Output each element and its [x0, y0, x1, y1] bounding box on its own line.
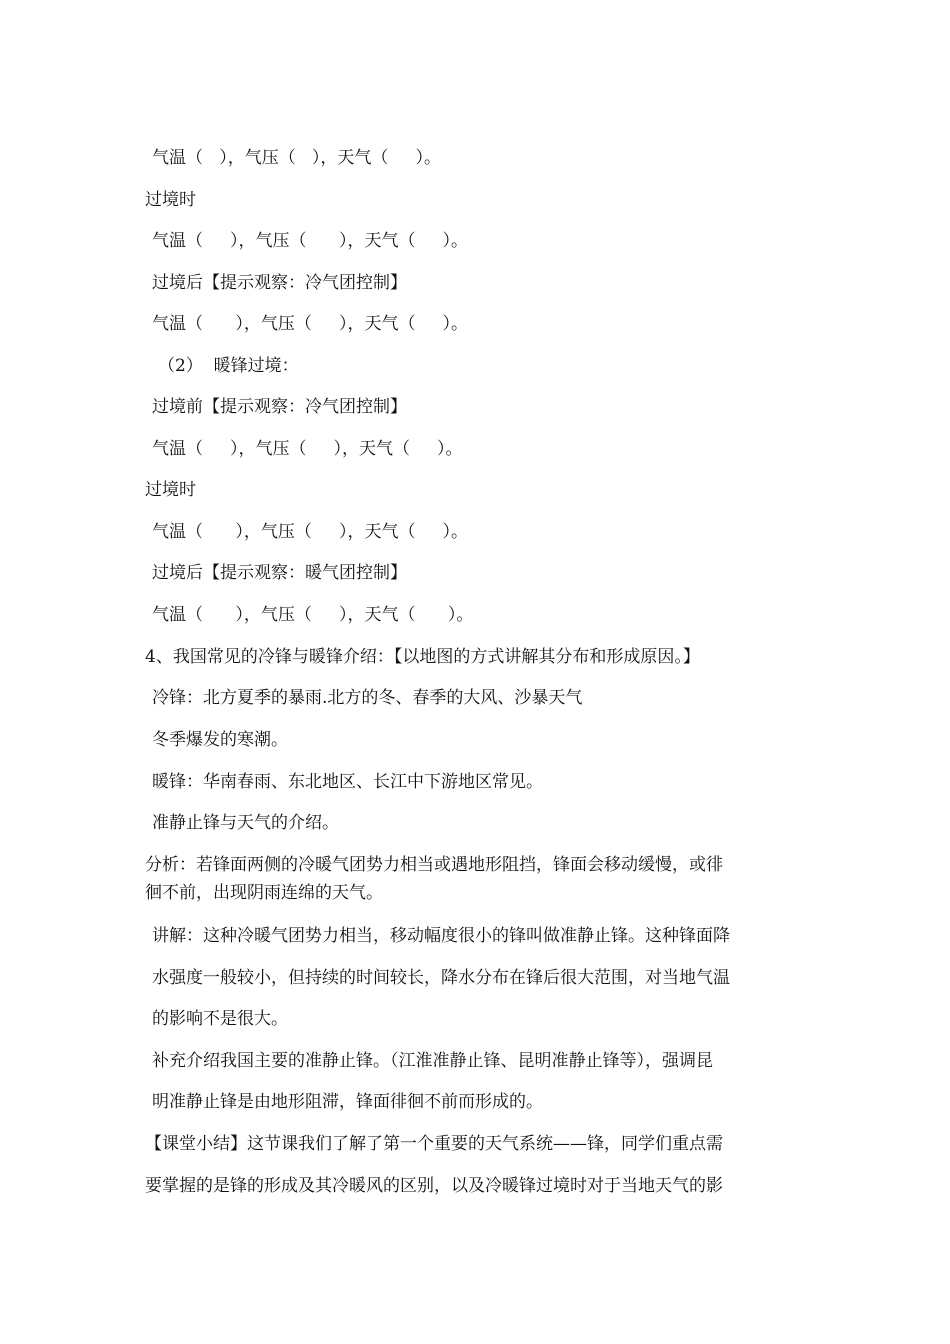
text-line: 过境时 [145, 190, 196, 210]
text-line: 气温（ ），气压（ ），天气（ ）。 [152, 439, 463, 459]
text-line: 气温（ ），气压（ ），天气（ ）。 [152, 605, 474, 625]
section-heading: （2） 暖锋过境： [158, 356, 299, 376]
text-line: 过境时 [145, 480, 196, 500]
text-line: 过境后【提示观察：冷气团控制】 [152, 273, 407, 293]
text-line: 气温（ ），气压（ ），天气（ ）。 [152, 231, 468, 251]
text-line: 的影响不是很大。 [152, 1009, 288, 1029]
text-line: 准静止锋与天气的介绍。 [152, 813, 339, 833]
text-line: 水强度一般较小，但持续的时间较长，降水分布在锋后很大范围，对当地气温 [152, 968, 730, 988]
text-line: 明准静止锋是由地形阻滞，锋面徘徊不前而形成的。 [152, 1092, 543, 1112]
text-line: 冬季爆发的寒潮。 [152, 730, 288, 750]
text-line: 冷锋：北方夏季的暴雨.北方的冬、春季的大风、沙暴天气 [152, 688, 583, 708]
text-line: 分析：若锋面两侧的冷暖气团势力相当或遇地形阻挡，锋面会移动缓慢，或徘 [145, 855, 723, 875]
text-line: 过境后【提示观察：暖气团控制】 [152, 563, 407, 583]
text-line: 过境前【提示观察：冷气团控制】 [152, 397, 407, 417]
text-line: 要掌握的是锋的形成及其冷暖风的区别，以及冷暖锋过境时对于当地天气的影 [145, 1176, 723, 1196]
section-heading: 4、我国常见的冷锋与暖锋介绍：【以地图的方式讲解其分布和形成原因。】 [145, 647, 700, 667]
text-line: 徊不前，出现阴雨连绵的天气。 [145, 883, 383, 903]
text-line: 气温（ ），气压（ ），天气（ ）。 [152, 148, 441, 168]
text-line: 气温（ ），气压（ ），天气（ ）。 [152, 522, 468, 542]
text-line: 补充介绍我国主要的准静止锋。（江淮准静止锋、昆明准静止锋等），强调昆 [152, 1051, 713, 1071]
text-line: 【课堂小结】这节课我们了解了第一个重要的天气系统——锋，同学们重点需 [145, 1134, 723, 1154]
text-line: 讲解：这种冷暖气团势力相当，移动幅度很小的锋叫做准静止锋。这种锋面降 [152, 926, 730, 946]
text-line: 气温（ ），气压（ ），天气（ ）。 [152, 314, 468, 334]
text-line: 暖锋：华南春雨、东北地区、长江中下游地区常见。 [152, 772, 543, 792]
